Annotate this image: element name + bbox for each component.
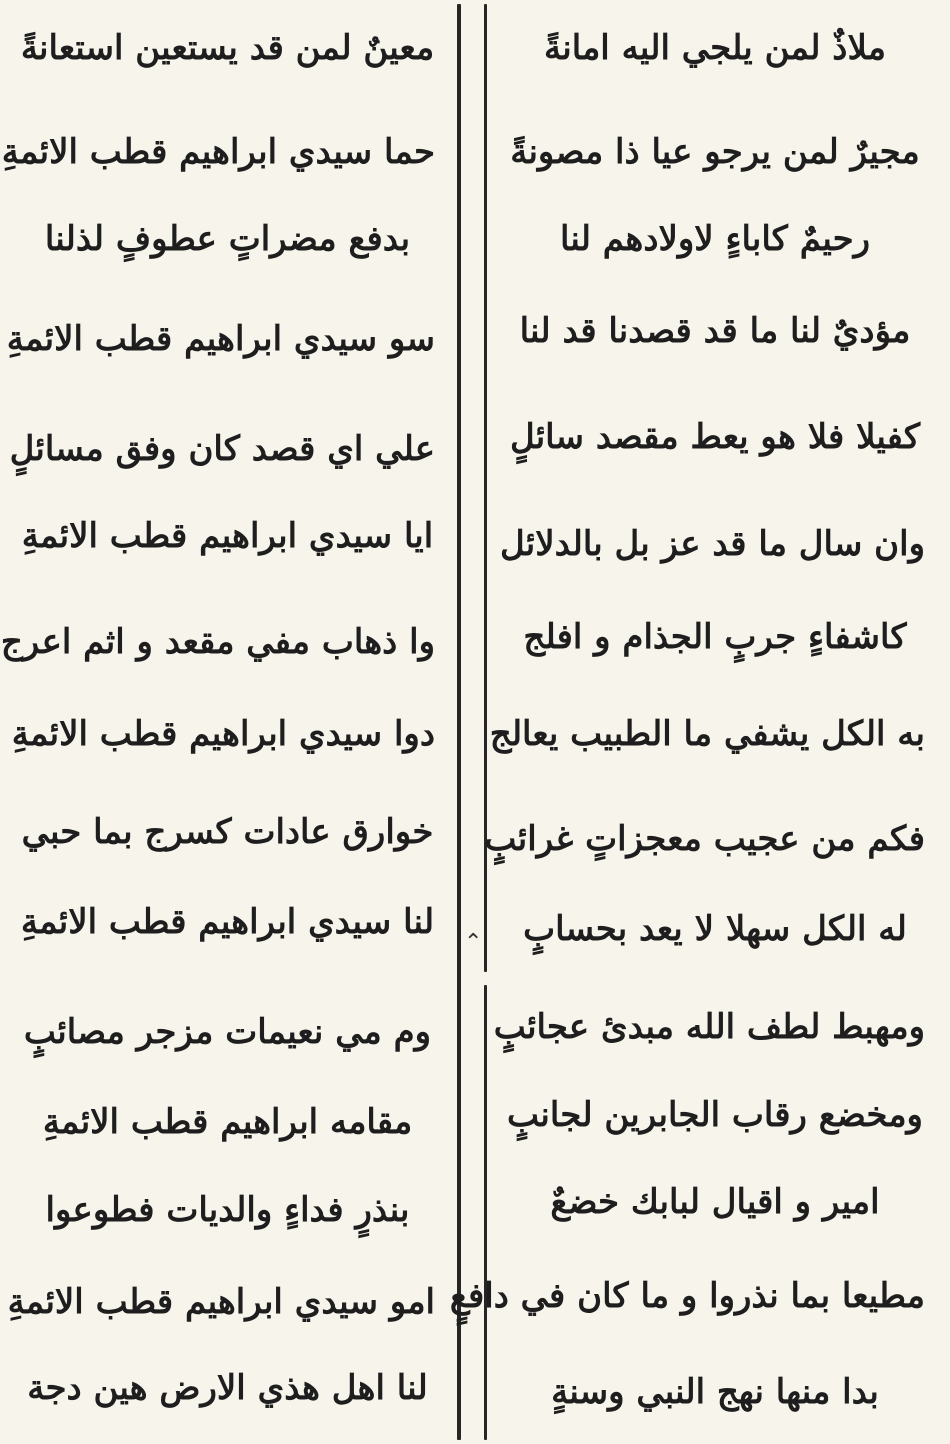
verse-line: مقامه ابراهيم قطب الائمةِ: [42, 1102, 413, 1142]
verse-line: دوا سيدي ابراهيم قطب الائمةِ: [11, 714, 435, 754]
verse-line: ملاذٌ لمن يلجي اليه امانةً: [544, 28, 886, 68]
verse-line: بدفع مضراتٍ عطوفٍ لذلنا: [44, 219, 411, 259]
verse-column-left: [0, 0, 455, 1444]
verse-line: فكم من عجيب معجزاتٍ غرائبٍ: [484, 819, 925, 859]
verse-line: لنا اهل هذي الارض هين دجة: [27, 1368, 428, 1408]
verse-line: وم مي نعيمات مزجر مصائبٍ: [23, 1012, 432, 1052]
verse-line: ومخضع رقاب الجابرين لجانبٍ: [507, 1095, 923, 1135]
verse-line: بدا منها نهج النبي وسنةٍ: [551, 1372, 879, 1412]
verse-line: مطيعا بما نذروا و ما كان في دافعٍ: [449, 1276, 925, 1316]
verse-line: بنذرٍ فداءٍ والديات فطوعوا: [45, 1190, 410, 1230]
verse-line: امو سيدي ابراهيم قطب الائمةِ: [7, 1282, 435, 1322]
verse-column-right: [449, 0, 950, 1444]
verse-line: لنا سيدي ابراهيم قطب الائمةِ: [20, 902, 435, 942]
verse-line: وان سال ما قد عز بل بالدلائل: [500, 524, 925, 564]
verse-line: له الكل سهلا لا يعد بحسابٍ: [523, 909, 907, 949]
divider-joint-mark: ⌃: [464, 930, 483, 955]
verse-line: ايا سيدي ابراهيم قطب الائمةِ: [21, 516, 434, 556]
verse-line: رحيمٌ كاباءٍ لاولادهم لنا: [559, 219, 871, 259]
verse-line: سو سيدي ابراهيم قطب الائمةِ: [6, 319, 435, 359]
verse-line: علي اي قصد كان وفق مسائلٍ: [9, 429, 435, 469]
verse-line: كاشفاءٍ جربٍ الجذام و افلج: [523, 617, 907, 657]
column-divider-line: [457, 4, 461, 1440]
verse-line: مجيرٌ لمن يرجو عيا ذا مصونةً: [510, 132, 920, 172]
verse-line: ومهبط لطف الله مبدئ عجائبٍ: [493, 1007, 925, 1047]
verse-line: مؤديٌ لنا ما قد قصدنا قد لنا: [519, 311, 911, 351]
verse-line: حما سيدي ابراهيم قطب الائمةِ: [1, 132, 435, 172]
verse-line: خوارق عادات كسرج بما حبي: [21, 812, 434, 852]
verse-line: امير و اقيال لبابك خضعٌ: [550, 1182, 880, 1222]
verse-line: به الكل يشفي ما الطبيب يعالج: [489, 714, 925, 754]
verse-line: كفيلا فلا هو يعط مقصد سائلٍ: [509, 417, 921, 457]
verse-line: معينٌ لمن قد يستعين استعانةً: [20, 28, 435, 68]
verse-line: وا ذهاب مفي مقعد و اثم اعرج: [0, 622, 435, 662]
column-divider-line-lower: [484, 985, 487, 1440]
